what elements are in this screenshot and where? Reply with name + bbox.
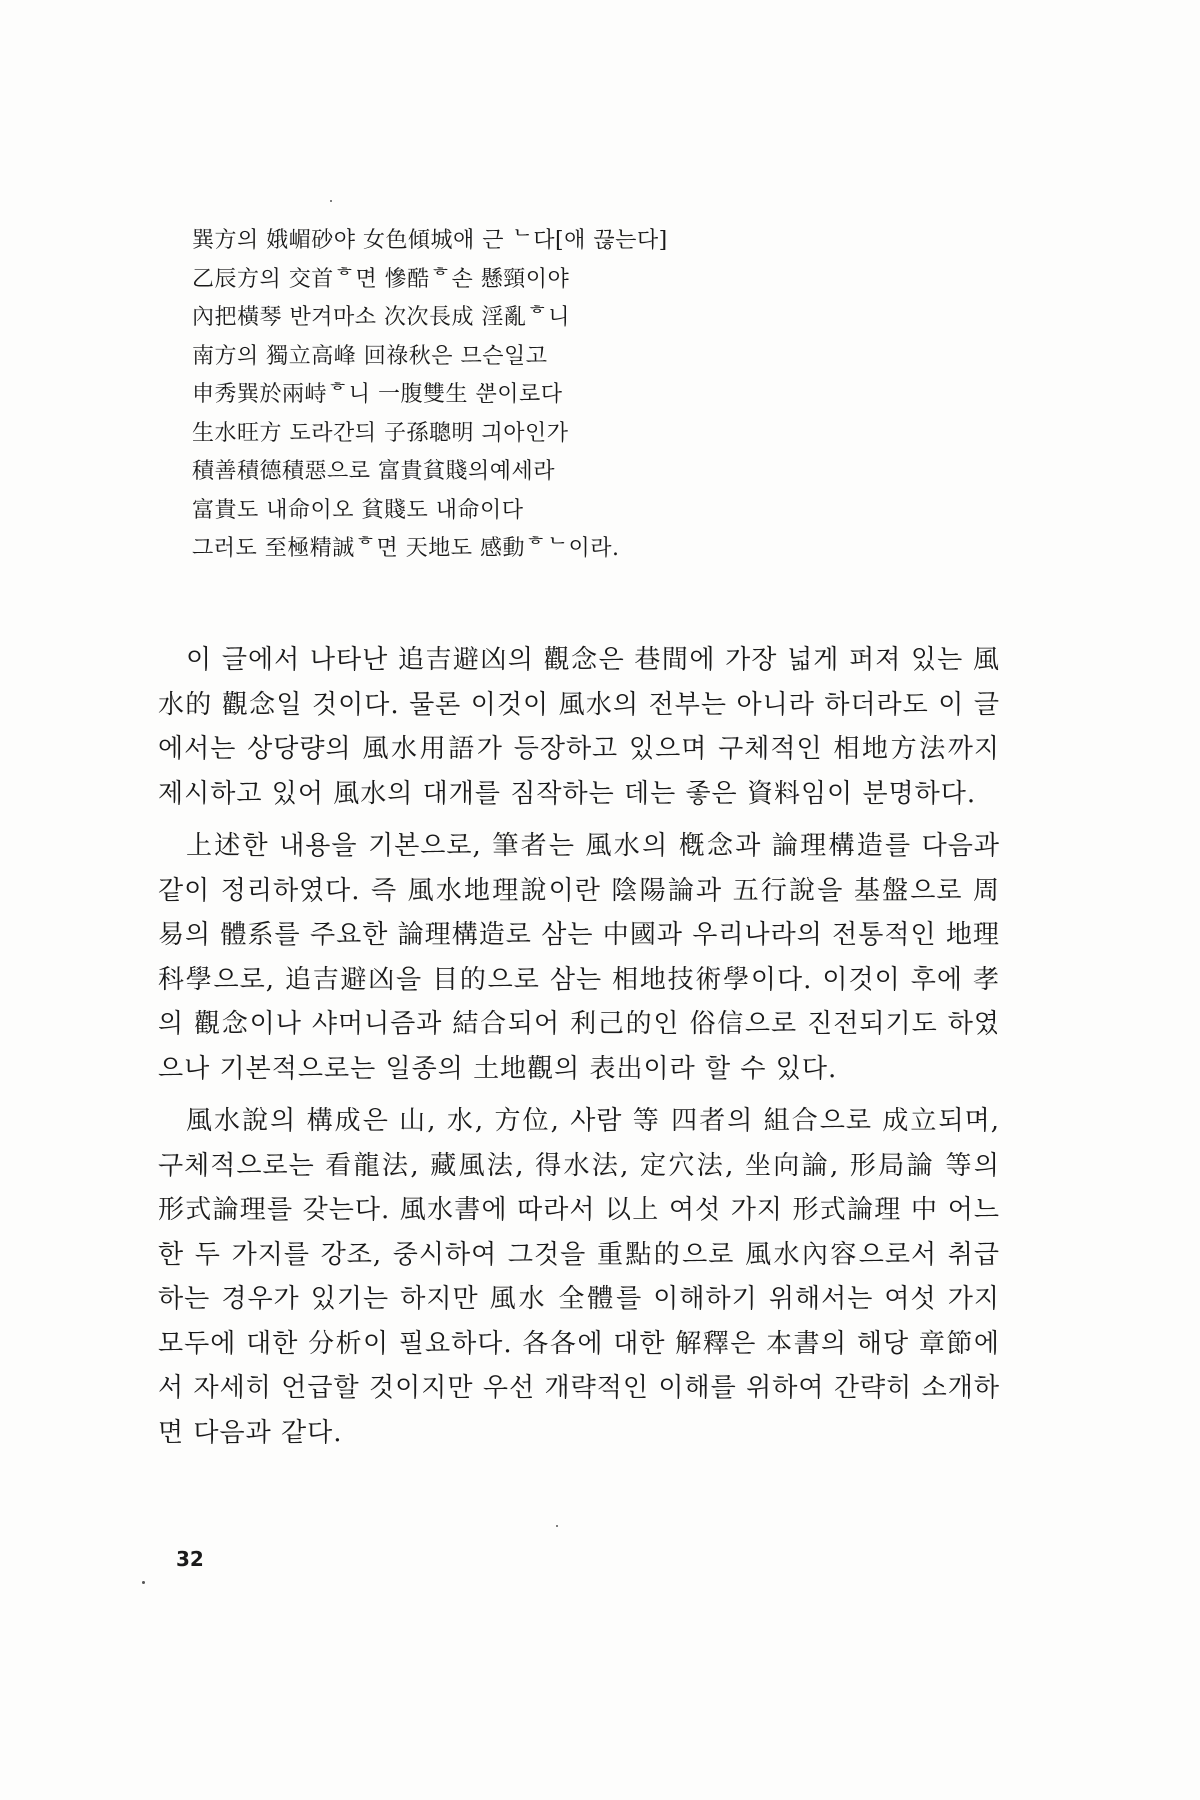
paragraph: 이 글에서 나타난 追吉避凶의 觀念은 巷間에 가장 넓게 퍼져 있는 風水的 觀念일 것이다. 물론 이것이 風水의 전부는 아니라 하더라도 이 글에서는 상당량의 風水用語가 등장하고 있으며 구체적인 相地方法까지 제시하고 있어 風水의 대개를 짐작하는 데는 좋은 資料임이 분명하다. bbox=[158, 645, 1000, 809]
scan-speck bbox=[330, 200, 332, 202]
verse-line: 申秀巽於兩峙ᄒ니 一腹雙生 ᄲᅮᆫ이로다 bbox=[192, 382, 563, 407]
paragraph: 風水說의 構成은 山, 水, 方位, 사람 等 四者의 組合으로 成立되며, 구체적으로는 看龍法, 藏風法, 得水法, 定穴法, 坐向論, 形局論 等의 形式論理를 갖는다. 風水書에 따라서 以上 여섯 가지 形式論理 中 어느 한 두 가지를 강조, 중시하여 그것을 重點的으로 風水內容으로서 취급하는 경우가 있기는 하지만 風水 全體를 이해하기 위해서는 여섯 가지 모두에 대한 分析이 필요하다. 各各에 대한 解釋은 本書의 해당 章節에서 자세히 언급할 것이지만 우선 개략적인 이해를 위하여 간략히 소개하면 다음과 같다. bbox=[158, 1106, 1000, 1448]
scan-speck bbox=[142, 1581, 145, 1584]
verse-block bbox=[192, 222, 892, 569]
verse-line: 巽方의 娥嵋砂야 女色傾城애 근 ᄂ다[애 끊는다] bbox=[192, 228, 668, 253]
verse-line: 그러도 至極精誠ᄒ면 天地도 感動ᄒᄂ이라. bbox=[192, 536, 620, 561]
paragraph: 上述한 내용을 기본으로, 筆者는 風水의 槪念과 論理構造를 다음과 같이 정리하였다. 즉 風水地理說이란 陰陽論과 五行說을 基盤으로 周易의 體系를 주요한 論理構造로 삼는 中國과 우리나라의 전통적인 地理科學으로, 追吉避凶을 目的으로 삼는 相地技術學이다. 이것이 후에 孝의 觀念이나 샤머니즘과 結合되어 利己的인 俗信으로 진전되기도 하였으나 기본적으로는 일종의 土地觀의 表出이라 할 수 있다. bbox=[158, 831, 1000, 1084]
verse-line: 積善積德積惡으로 富貴貧賤의예세라 bbox=[192, 459, 556, 484]
scan-speck bbox=[556, 1525, 558, 1527]
body-text bbox=[158, 638, 1000, 1463]
verse-line: 富貴도 내命이오 貧賤도 내命이다 bbox=[192, 497, 524, 523]
verse-line: 內把橫琴 반겨마소 次次長成 淫亂ᄒ니 bbox=[192, 305, 570, 330]
verse-line: 乙辰方의 交首ᄒ면 慘酷ᄒ손 懸頸이야 bbox=[192, 266, 570, 292]
page-number: 32 bbox=[176, 1547, 204, 1571]
verse-line: 南方의 獨立高峰 回祿秋은 므슨일고 bbox=[192, 343, 548, 369]
verse-line: 生水旺方 도라간듸 子孫聰明 긔아인가 bbox=[192, 420, 569, 446]
